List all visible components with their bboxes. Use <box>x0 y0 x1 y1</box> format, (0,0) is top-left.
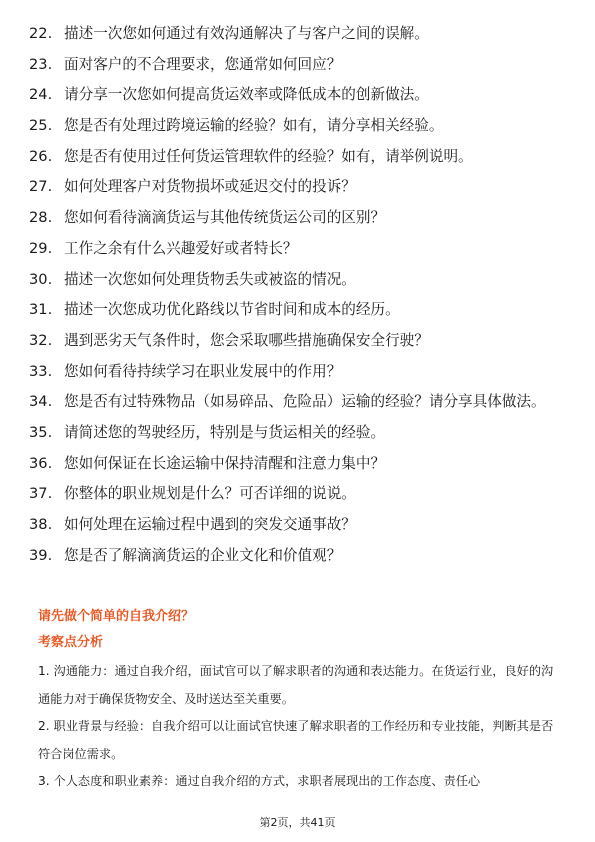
question-item <box>29 484 569 504</box>
question-number: 30. <box>29 270 53 288</box>
question-text: 您如何保证在长途运输中保持清醒和注意力集中？ <box>64 454 386 472</box>
question-item <box>29 116 569 136</box>
question-text: 如何处理在运输过程中遇到的突发交通事故？ <box>64 516 356 533</box>
question-item <box>29 300 569 320</box>
page-footer: 第2页，共41页 <box>259 816 336 829</box>
question-number: 27. <box>29 178 53 196</box>
question-text: 描述一次您如何处理货物丢失或被盗的情况。 <box>64 270 356 288</box>
question-number: 39. <box>29 546 53 564</box>
question-item <box>29 147 569 167</box>
question-number: 38. <box>29 516 53 533</box>
question-item <box>29 362 569 382</box>
question-item <box>29 423 569 443</box>
question-number: 33. <box>29 362 53 380</box>
question-item <box>29 208 569 228</box>
question-text: 遇到恶劣天气条件时，您会采取哪些措施确保安全行驶？ <box>64 331 429 349</box>
analysis-item: 2. 职业背景与经验：自我介绍可以让面试官快速了解求职者的工作经历和专业技能，判断其是否符合岗位需求。 <box>38 719 554 761</box>
analysis-heading: 考察点分析 <box>38 635 104 650</box>
question-number: 29. <box>29 239 53 257</box>
question-item <box>29 55 569 75</box>
question-number: 37. <box>29 485 53 503</box>
question-number: 32. <box>29 331 53 349</box>
question-text: 您是否有处理过跨境运输的经验？如有，请分享相关经验。 <box>64 117 444 135</box>
question-text: 您是否有使用过任何货运管理软件的经验？如有，请举例说明。 <box>64 147 473 165</box>
question-number: 22. <box>29 25 53 42</box>
question-number: 36. <box>29 454 53 472</box>
question-text: 工作之余有什么兴趣爱好或者特长？ <box>64 239 298 257</box>
question-text: 您是否有过特殊物品（如易碎品、危险品）运输的经验？请分享具体做法。 <box>64 393 546 411</box>
question-number: 31. <box>29 301 53 319</box>
question-number: 34. <box>29 393 53 411</box>
question-item <box>29 392 569 412</box>
question-text: 描述一次您成功优化路线以节省时间和成本的经历。 <box>64 301 400 319</box>
intro-heading: 请先做个简单的自我介绍？ <box>38 609 195 624</box>
question-number: 35. <box>29 423 53 441</box>
question-item <box>29 515 569 535</box>
question-item <box>29 239 569 259</box>
question-item <box>29 331 569 351</box>
question-text: 请简述您的驾驶经历，特别是与货运相关的经验。 <box>64 423 386 441</box>
question-text: 您如何看待滴滴货运与其他传统货运公司的区别？ <box>64 209 386 227</box>
question-item <box>29 454 569 474</box>
question-number: 24. <box>29 86 53 104</box>
question-text: 您是否了解滴滴货运的企业文化和价值观？ <box>64 546 342 564</box>
question-item <box>29 85 569 105</box>
analysis-item: 1. 沟通能力：通过自我介绍，面试官可以了解求职者的沟通和表达能力。在货运行业，良好的沟通能力对于确保货物安全、及时送达至关重要。 <box>38 664 554 706</box>
question-text: 请分享一次您如何提高货运效率或降低成本的创新做法。 <box>64 86 429 104</box>
question-number: 23. <box>29 55 53 73</box>
question-text: 你整体的职业规划是什么？可否详细的说说。 <box>64 485 356 503</box>
question-item <box>29 24 569 44</box>
question-number: 26. <box>29 147 53 165</box>
question-number: 25. <box>29 117 53 135</box>
analysis-list <box>38 658 560 796</box>
question-text: 如何处理客户对货物损坏或延迟交付的投诉？ <box>64 178 356 196</box>
question-text: 面对客户的不合理要求，您通常如何回应？ <box>64 55 342 73</box>
question-text: 描述一次您如何通过有效沟通解决了与客户之间的误解。 <box>64 25 429 42</box>
question-item <box>29 177 569 197</box>
question-item <box>29 546 569 566</box>
question-number: 28. <box>29 209 53 227</box>
question-list <box>29 24 569 576</box>
analysis-item: 3. 个人态度和职业素养：通过自我介绍的方式，求职者展现出的工作态度、责任心 <box>38 774 481 788</box>
question-text: 您如何看待持续学习在职业发展中的作用？ <box>64 362 342 380</box>
question-item <box>29 270 569 290</box>
